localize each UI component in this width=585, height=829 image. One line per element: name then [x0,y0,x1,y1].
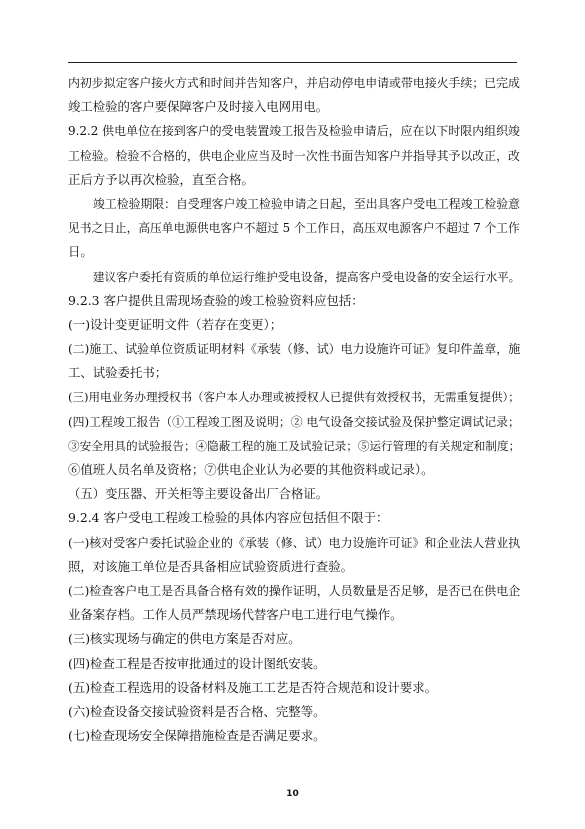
header-rule [68,62,517,63]
text-line: （五）变压器、开关柜等主要设备出厂合格证。 [68,486,329,502]
text-line: 竣工检验期限：自受理客户竣工检验申请之日起，至出具客户受电工程竣工检验意 [93,196,520,211]
text-line: 内初步拟定客户接火方式和时间并告知客户，并启动停电申请或带电接火手续；已完成 [68,76,520,90]
text-line: (三)核实现场与确定的供电方案是否对应。 [68,631,301,647]
text-line: (四)工程竣工报告（①工程竣工图及说明；② 电气设备交接试验及保护整定调试记录； [68,414,520,429]
text-line: ③安全用具的试验报告；④隐蔽工程的施工及试验记录；⑤运行管理的有关规定和制度； [68,438,520,453]
text-line: (六)检查设备交接试验资料是否合格、完整等。 [68,703,326,719]
text-line: 建议客户委托有资质的单位运行维护受电设备，提高客户受电设备的安全运行水平。 [93,269,520,284]
text-line: ⑥值班人员名单及资格；⑦供电企业认为必要的其他资料或记录）。 [68,462,434,477]
text-line: 竣工检验的客户要保障客户及时接入电网用电。 [68,99,329,115]
body-text [68,71,520,748]
text-line: (四)检查工程是否按审批通过的设计图纸安装。 [68,655,326,671]
text-line: 工检验。检验不合格的，供电企业应当及时一次性书面告知客户并指导其予以改正，改 [68,148,520,163]
text-line: 工、试验委托书； [68,365,168,381]
text-line: (三)用电业务办理授权书（客户本人办理或被授权人已提供有效授权书，无需重复提供）； [68,390,520,405]
text-line: 9.2.2 供电单位在接到客户的受电装置竣工报告及检验申请后，应在以下时限内组织竣 [68,124,520,139]
text-line: (二)检查客户电工是否具备合格有效的操作证明，人员数量是否足够，是否已在供电企 [68,583,520,598]
text-line: 照，对该施工单位是否具备相应试验资质进行查验。 [68,558,353,574]
page-number: 10 [286,789,299,799]
text-line: 见书之日止，高压单电源供电客户不超过 5 个工作日，高压双电源客户不超过 7 个工作 [68,221,520,236]
text-line: 业备案存档。工作人员严禁现场代替客户电工进行电气操作。 [68,607,403,623]
text-line: 9.2.3 客户提供且需现场查验的竣工检验资料应包括： [68,292,364,308]
text-line: (五)检查工程选用的设备材料及施工工艺是否符合规范和设计要求。 [68,679,437,695]
text-line: (一)核对受客户委托试验企业的《承装（修、试）电力设施许可证》和企业法人营业执 [68,535,520,550]
text-line: 9.2.4 客户受电工程竣工检验的具体内容应包括但不限于： [68,510,389,526]
text-line: (一)设计变更证明文件（若存在变更）； [68,316,283,332]
text-line: (二)施工、试验单位资质证明材料《承装（修、试）电力设施许可证》复印件盖章，施 [68,342,520,357]
text-line: (七)检查现场安全保障措施检查是否满足要求。 [68,728,326,744]
text-line: 日。 [68,244,93,260]
text-line: 正后方予以再次检验，直至合格。 [68,171,254,187]
